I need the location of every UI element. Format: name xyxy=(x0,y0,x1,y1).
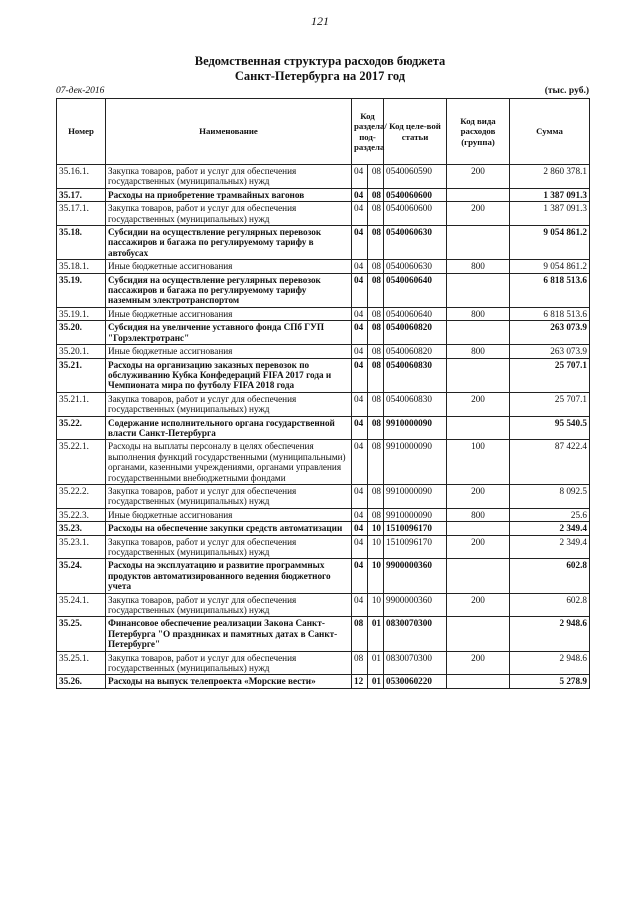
row-sum: 95 540.5 xyxy=(510,416,590,440)
row-subsection-code: 08 xyxy=(368,508,384,521)
row-expense-kind: 100 xyxy=(447,440,510,485)
row-name: Закупка товаров, работ и услуг для обеспечения государственных (муниципальных) нужд xyxy=(106,651,352,675)
row-article-code: 9900000360 xyxy=(384,593,447,617)
row-number: 35.21. xyxy=(57,358,106,392)
row-section-code: 08 xyxy=(352,651,368,675)
row-article-code: 9910000090 xyxy=(384,440,447,485)
row-section-code: 04 xyxy=(352,522,368,535)
header-sum: Сумма xyxy=(510,99,590,165)
row-expense-kind: 200 xyxy=(447,484,510,508)
row-name: Закупка товаров, работ и услуг для обеспечения государственных (муниципальных) нужд xyxy=(106,392,352,416)
row-sum: 5 278.9 xyxy=(510,675,590,688)
row-sum: 6 818 513.6 xyxy=(510,273,590,307)
row-name: Расходы на организацию заказных перевозок по обслуживанию Кубка Конфедераций FIFA 2017 года и Чемпионата мира по футболу FIFA 2018 года xyxy=(106,358,352,392)
row-number: 35.16.1. xyxy=(57,165,106,189)
row-section-code: 04 xyxy=(352,484,368,508)
row-sum: 25.6 xyxy=(510,508,590,521)
row-number: 35.22.2. xyxy=(57,484,106,508)
row-name: Субсидии на осуществление регулярных перевозок пассажиров и багажа по регулируемому тарифу в автобусах xyxy=(106,226,352,260)
row-article-code: 0540060630 xyxy=(384,226,447,260)
row-expense-kind: 200 xyxy=(447,651,510,675)
table-row xyxy=(57,307,590,320)
row-article-code: 9900000360 xyxy=(384,559,447,593)
row-expense-kind xyxy=(447,358,510,392)
header-section: Код раздела/ под-раздела xyxy=(352,99,384,165)
row-section-code: 04 xyxy=(352,321,368,345)
row-article-code: 0830070300 xyxy=(384,617,447,651)
row-expense-kind xyxy=(447,522,510,535)
row-sum: 2 948.6 xyxy=(510,651,590,675)
row-number: 35.25.1. xyxy=(57,651,106,675)
row-number: 35.20.1. xyxy=(57,345,106,358)
table-row xyxy=(57,559,590,593)
row-name: Иные бюджетные ассигнования xyxy=(106,508,352,521)
row-number: 35.23.1. xyxy=(57,535,106,559)
row-article-code: 0830070300 xyxy=(384,651,447,675)
row-section-code: 08 xyxy=(352,617,368,651)
row-name: Иные бюджетные ассигнования xyxy=(106,307,352,320)
row-sum: 25 707.1 xyxy=(510,392,590,416)
row-subsection-code: 08 xyxy=(368,226,384,260)
row-number: 35.20. xyxy=(57,321,106,345)
table-row xyxy=(57,321,590,345)
row-subsection-code: 08 xyxy=(368,202,384,226)
row-sum: 1 387 091.3 xyxy=(510,202,590,226)
row-expense-kind xyxy=(447,559,510,593)
table-row xyxy=(57,593,590,617)
row-section-code: 04 xyxy=(352,307,368,320)
row-subsection-code: 08 xyxy=(368,392,384,416)
row-section-code: 12 xyxy=(352,675,368,688)
row-number: 35.17. xyxy=(57,188,106,201)
row-expense-kind xyxy=(447,675,510,688)
row-name: Иные бюджетные ассигнования xyxy=(106,345,352,358)
table-row xyxy=(57,260,590,273)
row-article-code: 0540060600 xyxy=(384,202,447,226)
row-expense-kind xyxy=(447,273,510,307)
table-row xyxy=(57,358,590,392)
row-sum: 87 422.4 xyxy=(510,440,590,485)
header-row xyxy=(57,99,590,165)
row-number: 35.24.1. xyxy=(57,593,106,617)
row-sum: 2 860 378.1 xyxy=(510,165,590,189)
row-section-code: 04 xyxy=(352,593,368,617)
row-name: Расходы на приобретение трамвайных вагонов xyxy=(106,188,352,201)
row-section-code: 04 xyxy=(352,273,368,307)
row-section-code: 04 xyxy=(352,392,368,416)
row-sum: 8 092.5 xyxy=(510,484,590,508)
row-expense-kind xyxy=(447,321,510,345)
row-sum: 2 349.4 xyxy=(510,535,590,559)
row-section-code: 04 xyxy=(352,188,368,201)
row-subsection-code: 08 xyxy=(368,345,384,358)
header-number: Номер xyxy=(57,99,106,165)
row-subsection-code: 08 xyxy=(368,416,384,440)
table-row xyxy=(57,273,590,307)
row-section-code: 04 xyxy=(352,358,368,392)
row-section-code: 04 xyxy=(352,535,368,559)
row-subsection-code: 08 xyxy=(368,165,384,189)
row-article-code: 1510096170 xyxy=(384,522,447,535)
row-sum: 602.8 xyxy=(510,559,590,593)
row-expense-kind: 200 xyxy=(447,593,510,617)
row-subsection-code: 08 xyxy=(368,188,384,201)
row-number: 35.25. xyxy=(57,617,106,651)
row-expense-kind: 200 xyxy=(447,392,510,416)
row-expense-kind xyxy=(447,416,510,440)
row-section-code: 04 xyxy=(352,508,368,521)
row-article-code: 0540060630 xyxy=(384,260,447,273)
row-name: Расходы на эксплуатацию и развитие программных продуктов автоматизированного ведения бюджетного учета xyxy=(106,559,352,593)
row-name: Закупка товаров, работ и услуг для обеспечения государственных (муниципальных) нужд xyxy=(106,593,352,617)
row-name: Закупка товаров, работ и услуг для обеспечения государственных (муниципальных) нужд xyxy=(106,165,352,189)
row-article-code: 0540060590 xyxy=(384,165,447,189)
row-subsection-code: 08 xyxy=(368,273,384,307)
table-row xyxy=(57,508,590,521)
row-number: 35.18.1. xyxy=(57,260,106,273)
row-expense-kind: 800 xyxy=(447,307,510,320)
row-name: Расходы на выпуск телепроекта «Морские вести» xyxy=(106,675,352,688)
table-row xyxy=(57,617,590,651)
row-section-code: 04 xyxy=(352,559,368,593)
table-row xyxy=(57,484,590,508)
document-title xyxy=(0,54,640,84)
row-sum: 2 349.4 xyxy=(510,522,590,535)
row-article-code: 9910000090 xyxy=(384,416,447,440)
row-sum: 263 073.9 xyxy=(510,321,590,345)
row-name: Иные бюджетные ассигнования xyxy=(106,260,352,273)
row-subsection-code: 08 xyxy=(368,321,384,345)
row-subsection-code: 08 xyxy=(368,440,384,485)
row-expense-kind: 200 xyxy=(447,165,510,189)
row-expense-kind: 800 xyxy=(447,345,510,358)
header-article: Код целе-вой статьи xyxy=(384,99,447,165)
row-subsection-code: 08 xyxy=(368,358,384,392)
table-row xyxy=(57,651,590,675)
row-article-code: 0540060820 xyxy=(384,345,447,358)
table-row xyxy=(57,440,590,485)
page-number: 121 xyxy=(311,14,329,28)
row-article-code: 0540060640 xyxy=(384,273,447,307)
budget-table xyxy=(56,98,590,689)
row-sum: 6 818 513.6 xyxy=(510,307,590,320)
row-expense-kind xyxy=(447,188,510,201)
row-number: 35.19.1. xyxy=(57,307,106,320)
row-number: 35.17.1. xyxy=(57,202,106,226)
row-article-code: 0540060820 xyxy=(384,321,447,345)
row-name: Субсидия на увеличение уставного фонда СПб ГУП "Горэлектротранс" xyxy=(106,321,352,345)
row-subsection-code: 10 xyxy=(368,593,384,617)
row-number: 35.23. xyxy=(57,522,106,535)
row-section-code: 04 xyxy=(352,226,368,260)
row-expense-kind: 800 xyxy=(447,260,510,273)
row-subsection-code: 01 xyxy=(368,675,384,688)
table-row xyxy=(57,522,590,535)
row-name: Закупка товаров, работ и услуг для обеспечения государственных (муниципальных) нужд xyxy=(106,484,352,508)
table-row xyxy=(57,165,590,189)
row-section-code: 04 xyxy=(352,440,368,485)
row-sum: 1 387 091.3 xyxy=(510,188,590,201)
row-number: 35.22.1. xyxy=(57,440,106,485)
table-row xyxy=(57,226,590,260)
row-section-code: 04 xyxy=(352,165,368,189)
row-number: 35.24. xyxy=(57,559,106,593)
table-row xyxy=(57,392,590,416)
row-article-code: 1510096170 xyxy=(384,535,447,559)
row-subsection-code: 08 xyxy=(368,260,384,273)
row-name: Закупка товаров, работ и услуг для обеспечения государственных (муниципальных) нужд xyxy=(106,202,352,226)
row-article-code: 0540060830 xyxy=(384,392,447,416)
row-article-code: 0540060640 xyxy=(384,307,447,320)
table-row xyxy=(57,675,590,688)
header-name: Наименование xyxy=(106,99,352,165)
row-sum: 25 707.1 xyxy=(510,358,590,392)
row-subsection-code: 01 xyxy=(368,617,384,651)
row-sum: 602.8 xyxy=(510,593,590,617)
row-section-code: 04 xyxy=(352,202,368,226)
row-sum: 263 073.9 xyxy=(510,345,590,358)
row-subsection-code: 10 xyxy=(368,535,384,559)
row-article-code: 0540060600 xyxy=(384,188,447,201)
row-number: 35.26. xyxy=(57,675,106,688)
row-name: Финансовое обеспечение реализации Закона Санкт-Петербурга "О праздниках и памятных датах в Санкт-Петербурге" xyxy=(106,617,352,651)
row-article-code: 0540060830 xyxy=(384,358,447,392)
row-sum: 9 054 861.2 xyxy=(510,226,590,260)
row-section-code: 04 xyxy=(352,260,368,273)
title-line-2: Санкт-Петербурга на 2017 год xyxy=(234,69,406,83)
row-number: 35.22. xyxy=(57,416,106,440)
row-subsection-code: 10 xyxy=(368,522,384,535)
row-subsection-code: 08 xyxy=(368,484,384,508)
row-expense-kind: 200 xyxy=(447,202,510,226)
row-number: 35.18. xyxy=(57,226,106,260)
row-sum: 2 948.6 xyxy=(510,617,590,651)
header-kind: Код вида расходов (группа) xyxy=(447,99,510,165)
row-name: Расходы на выплаты персоналу в целях обеспечения выполнения функций государственными (муниципальными) органами, казенными учреждениями, органами управления государственными внебюджетными фондами xyxy=(106,440,352,485)
row-name: Содержание исполнительного органа государственной власти Санкт-Петербурга xyxy=(106,416,352,440)
table-row xyxy=(57,416,590,440)
table-row xyxy=(57,535,590,559)
row-name: Расходы на обеспечение закупки средств автоматизации xyxy=(106,522,352,535)
row-number: 35.19. xyxy=(57,273,106,307)
row-section-code: 04 xyxy=(352,345,368,358)
row-number: 35.21.1. xyxy=(57,392,106,416)
units-label: (тыс. руб.) xyxy=(544,86,589,96)
row-expense-kind: 800 xyxy=(447,508,510,521)
row-subsection-code: 10 xyxy=(368,559,384,593)
row-sum: 9 054 861.2 xyxy=(510,260,590,273)
document-date: 07-дек-2016 xyxy=(56,86,105,96)
table-row xyxy=(57,202,590,226)
row-subsection-code: 01 xyxy=(368,651,384,675)
table-row xyxy=(57,345,590,358)
title-line-1: Ведомственная структура расходов бюджета xyxy=(194,54,446,68)
row-article-code: 9910000090 xyxy=(384,484,447,508)
row-expense-kind xyxy=(447,617,510,651)
table-row xyxy=(57,188,590,201)
row-expense-kind: 200 xyxy=(447,535,510,559)
row-article-code: 0530060220 xyxy=(384,675,447,688)
row-name: Закупка товаров, работ и услуг для обеспечения государственных (муниципальных) нужд xyxy=(106,535,352,559)
table-body xyxy=(57,165,590,689)
row-section-code: 04 xyxy=(352,416,368,440)
row-article-code: 9910000090 xyxy=(384,508,447,521)
row-number: 35.22.3. xyxy=(57,508,106,521)
row-name: Субсидия на осуществление регулярных перевозок пассажиров и багажа по регулируемому тарифу наземным электротранспортом xyxy=(106,273,352,307)
row-expense-kind xyxy=(447,226,510,260)
row-subsection-code: 08 xyxy=(368,307,384,320)
